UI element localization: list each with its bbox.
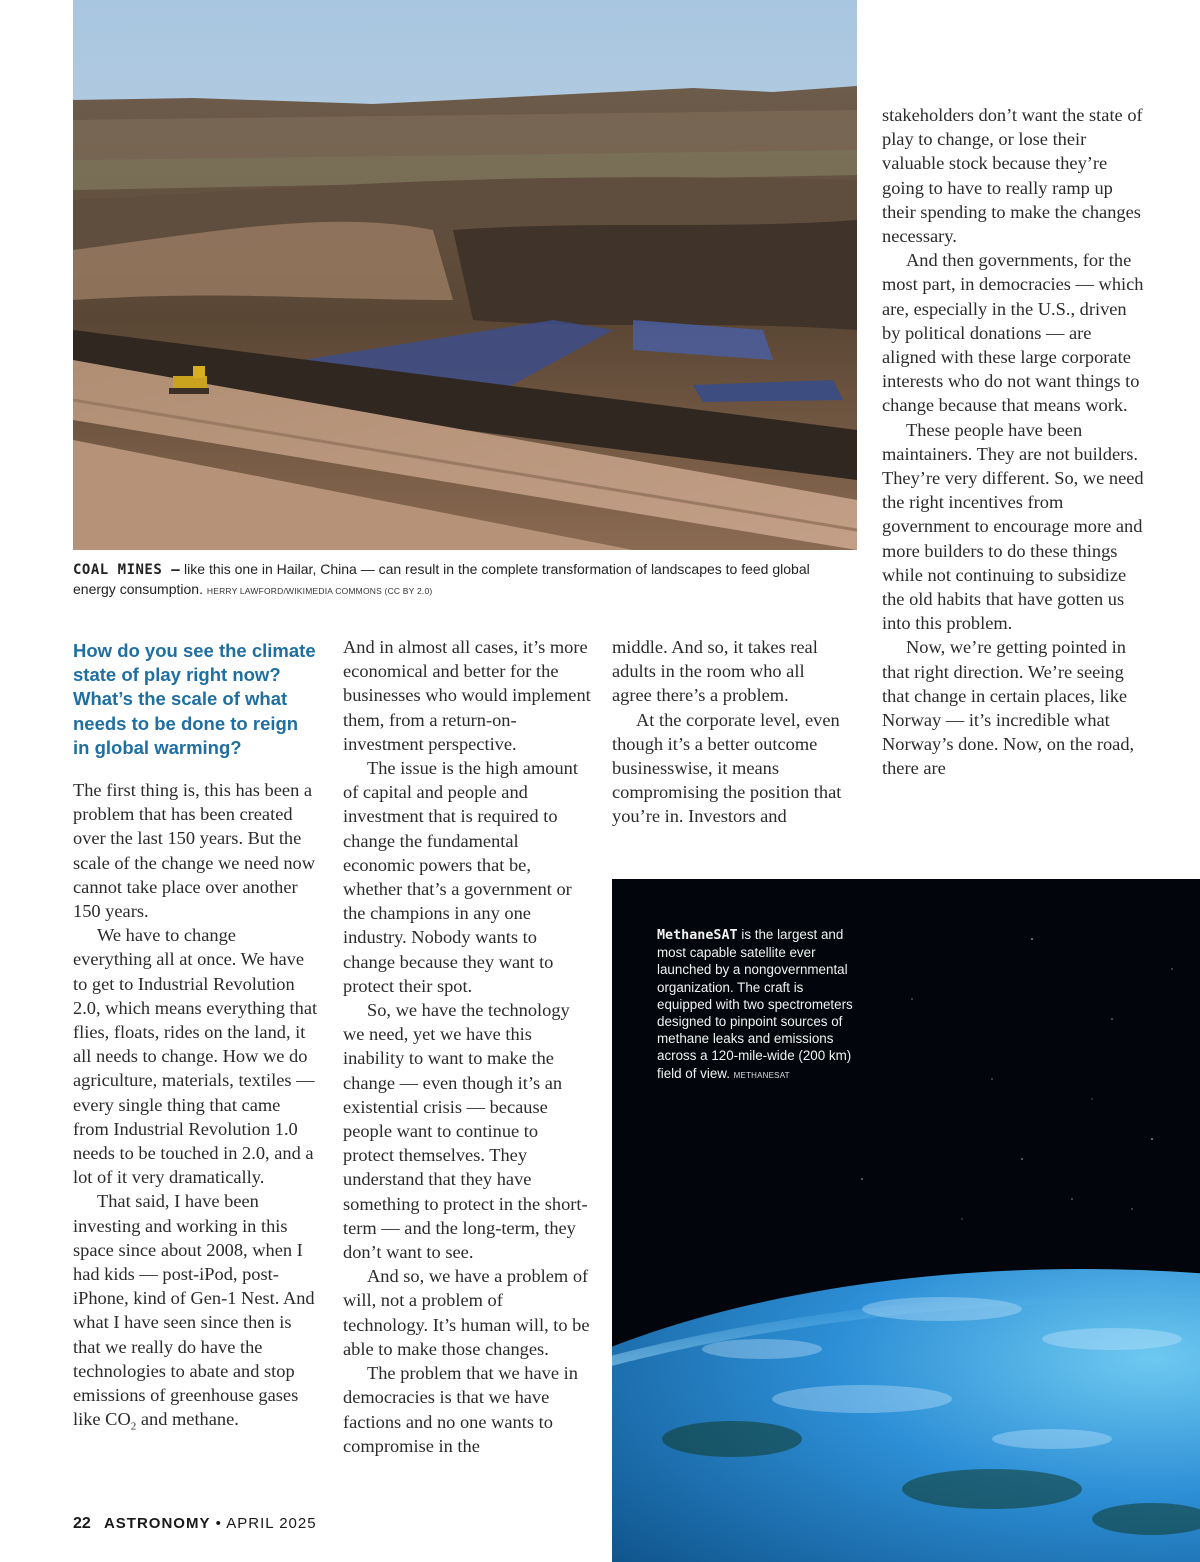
photo-credit: HERRY LAWFORD/WIKIMEDIA COMMONS (CC BY 2.0): [206, 586, 433, 596]
paragraph: middle. And so, it takes real adults in the room who all agree there’s a problem.: [612, 637, 818, 706]
page-footer: [73, 1515, 317, 1533]
footer-separator: •: [215, 1515, 222, 1532]
paragraph: stakeholders don’t want the state of play to change, or lose their valuable stock because they’re going to have to really ramp up their spending to make the changes necessary.: [882, 105, 1143, 247]
paragraph: [73, 1189, 319, 1431]
paragraph: Now, we’re getting pointed in that right direction. We’re seeing that change in certain places, like Norway — it’s incredible what Norway’s done. Now, on the road, there are: [882, 637, 1135, 779]
paragraph: And so, we have a problem of will, not a problem of technology. It’s human will, to be able to make those changes.: [343, 1266, 590, 1359]
caption-lead: MethaneSAT: [657, 928, 738, 943]
paragraph-text: That said, I have been investing and working in this space since about 2008, when I had kids — post-iPod, post-iPhone, kind of Gen-1 Nest. And what I have seen since then is that we really do have the technologies to abate and stop emissions of greenhouse gases like CO: [73, 1191, 315, 1430]
photo-credit: METHANESAT: [733, 1070, 790, 1080]
paragraph: The first thing is, this has been a problem that has been created over the last 150 years. But the scale of the change we need now cannot take place over another 150 years.: [73, 780, 316, 922]
paragraph: At the corporate level, even though it’s a better outcome businesswise, it means compromising the position that you’re in. Investors and: [612, 709, 842, 827]
page-number: 22: [73, 1515, 91, 1532]
paragraph: And in almost all cases, it’s more economical and better for the businesses who would implement them, from a return-on-investment perspective.: [343, 637, 591, 754]
paragraph: And then governments, for the most part, in democracies — which are, especially in the U.S., driven by political donations — are aligned with these large corporate interests who do not want things to change because that means work.: [882, 250, 1144, 416]
article-column-3: [612, 635, 848, 829]
article-column-4: [882, 103, 1144, 781]
magazine-name: ASTRONOMY: [103, 1515, 211, 1532]
methanesat-caption: [657, 926, 857, 1084]
paragraph: We have to change everything all at once. We have to get to Industrial Revolution 2.0, which means everything that flies, floats, rides on the land, it all needs to change. How we do agriculture, materials, textiles — every single thing that came from Industrial Revolution 1.0 needs to be touched in 2.0, and a lot of it very dramatically.: [73, 925, 318, 1188]
paragraph: The issue is the high amount of capital and people and investment that is required to change the fundamental economic powers that be, whether that’s a government or the champions in any one industry. Nobody wants to change because they want to protect their spot.: [343, 758, 578, 996]
paragraph: These people have been maintainers. They are not builders. They’re very different. So, we need the right incentives from government to encourage more and more builders to do these things while not continuing to subsidize the old habits that have gotten us into this problem.: [882, 419, 1144, 634]
coal-mine-photo: [73, 0, 857, 550]
interview-question: How do you see the climate state of play right now? What’s the scale of what needs to be done to reign in global warming?: [73, 640, 316, 758]
caption-text: like this one in Hailar, China — can result in the complete transformation of landscapes to feed global energy consumption.: [73, 561, 810, 597]
subscript: 2: [130, 1420, 137, 1433]
coal-mine-caption: [73, 560, 853, 601]
article-column-2: [343, 635, 591, 1458]
paragraph-text: and methane.: [136, 1409, 239, 1430]
caption-text: is the largest and most capable satellite ever launched by a nongovernmental organization. The craft is equipped with two spectrometers designed to pinpoint sources of methane leaks and emissions across a 120-mile-wide (200 km) field of view.: [657, 927, 853, 1081]
paragraph: The problem that we have in democracies is that we have factions and no one wants to compromise in the: [343, 1363, 578, 1456]
caption-lead: COAL MINES —: [73, 562, 181, 578]
issue-date: APRIL 2025: [226, 1515, 317, 1532]
article-column-1: [73, 639, 319, 1432]
paragraph: So, we have the technology we need, yet we have this inability to want to make the change — even though it’s an existential crisis — because people want to continue to protect themselves. They understand that they have something to protect in the short-term — and the long-term, they don’t want to see.: [343, 1000, 588, 1263]
